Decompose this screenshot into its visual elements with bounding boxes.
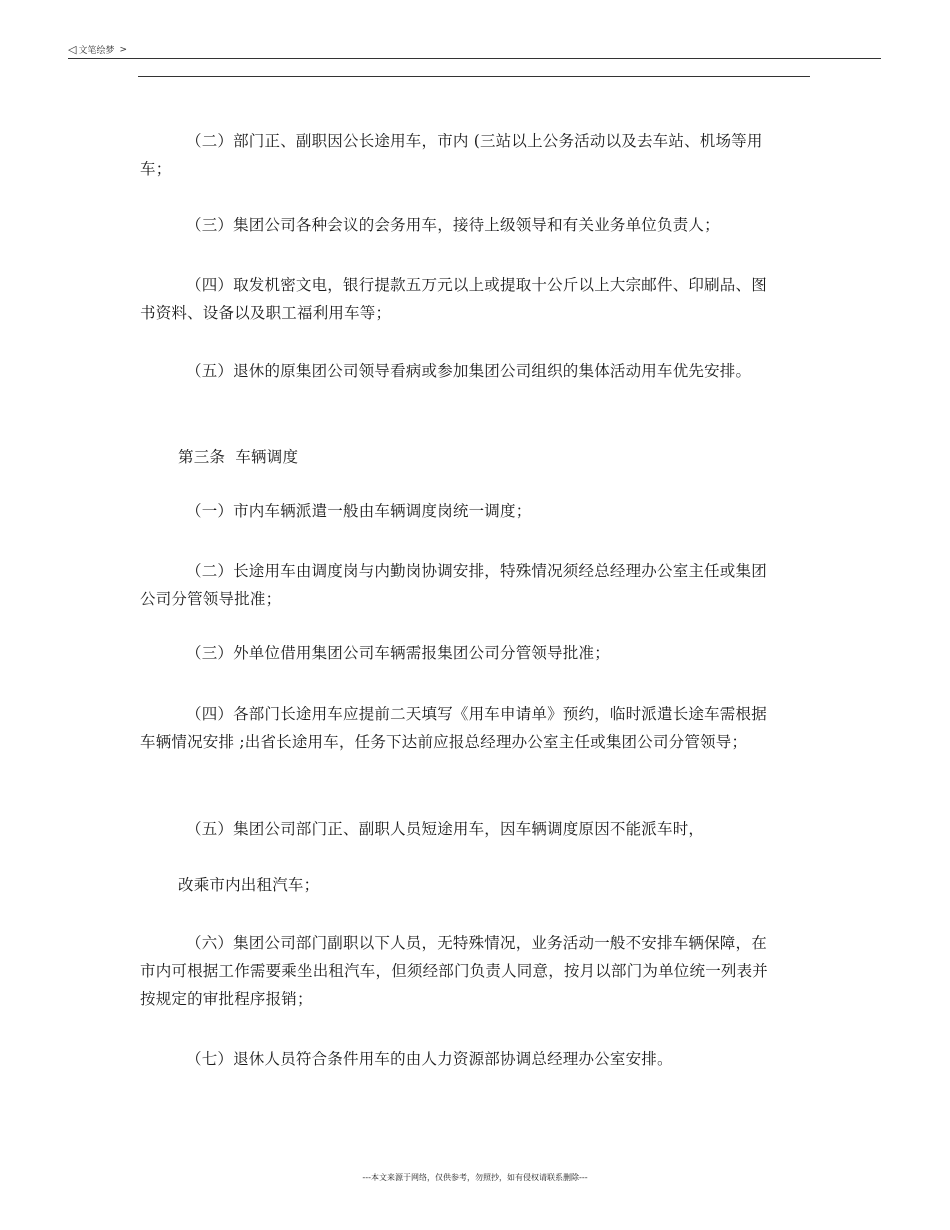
paragraph-3-2: （二）长途用车由调度岗与内勤岗协调安排，特殊情况须经总经理办公室主任或集团公司分管领导批准；: [140, 562, 767, 608]
header-logo: [68, 43, 127, 56]
content-top-rule: [138, 76, 810, 77]
article-3-heading: 第三条 车辆调度: [178, 448, 299, 466]
paragraph-3-7: （七）退休人员符合条件用车的由人力资源部协调总经理办公室安排。: [186, 1050, 673, 1068]
paragraph-2-3: （三）集团公司各种会议的会务用车，接待上级领导和有关业务单位负责人；: [186, 216, 720, 234]
triangle-left-icon: ◁: [68, 43, 77, 56]
header-logo-text: 文笔绘梦: [78, 46, 115, 56]
paragraph-3-5-cont: 改乘市内出租汽车；: [178, 876, 320, 894]
header-rule: [68, 58, 881, 59]
paragraph-2-4: （四）取发机密文电，银行提款五万元以上或提取十公斤以上大宗邮件、印刷品、图书资料、设备以及职工福利用车等；: [140, 276, 767, 322]
paragraph-3-1: （一）市内车辆派遣一般由车辆调度岗统一调度；: [186, 502, 532, 520]
footer-disclaimer: ---本文来源于网络，仅供参考，勿照抄，如有侵权请联系删除---: [362, 1173, 588, 1182]
paragraph-2-5: （五）退休的原集团公司领导看病或参加集团公司组织的集体活动用车优先安排。: [186, 362, 752, 380]
paragraph-2-2: （二）部门正、副职因公长途用车，市内 (三站以上公务活动以及去车站、机场等用车；: [140, 132, 763, 178]
paragraph-3-3: （三）外单位借用集团公司车辆需报集团公司分管领导批准；: [186, 644, 610, 662]
paragraph-3-4: （四）各部门长途用车应提前二天填写《用车申请单》预约，临时派遣长途车需根据车辆情况安排 ;出省长途用车，任务下达前应报总经理办公室主任或集团公司分管领导；: [140, 705, 767, 751]
chevron-right-icon: >: [119, 44, 128, 55]
paragraph-3-6: （六）集团公司部门副职以下人员，无特殊情况，业务活动一般不安排车辆保障，在市内可根据工作需要乘坐出租汽车，但须经部门负责人同意，按月以部门为单位统一列表并按规定的审批程序报销；: [140, 934, 769, 1008]
paragraph-3-5: （五）集团公司部门正、副职人员短途用车，因车辆调度原因不能派车时，: [186, 820, 705, 838]
